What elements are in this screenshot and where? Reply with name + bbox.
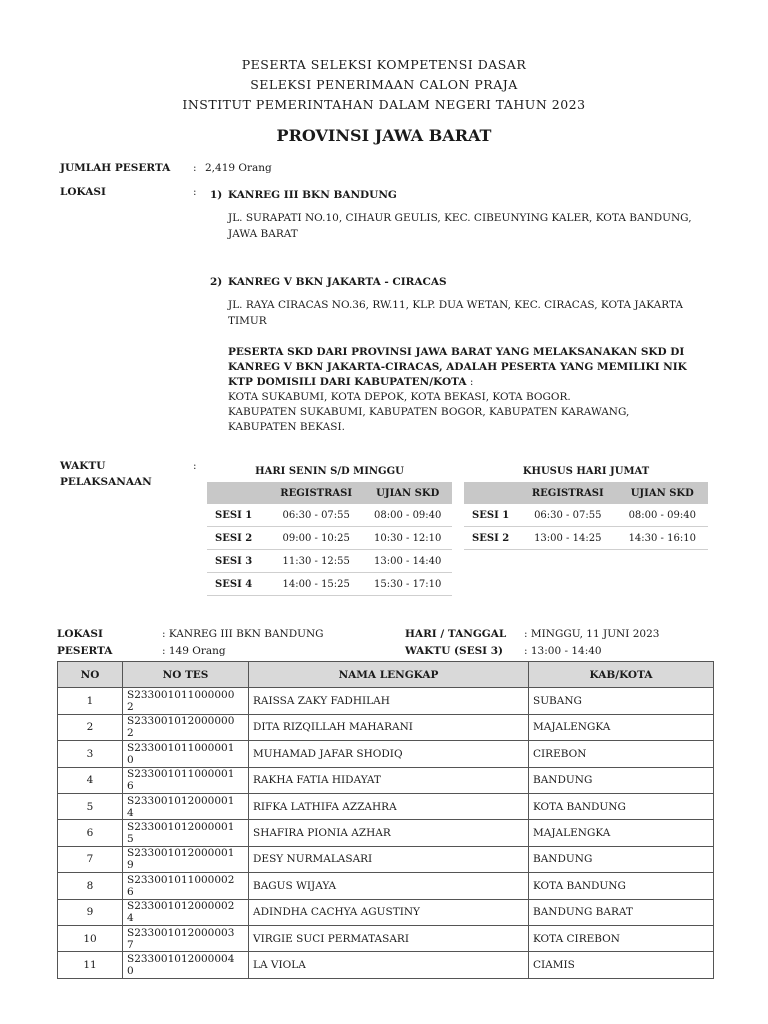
schedule-row	[464, 504, 708, 527]
row-no-tes: S233001011000000 2	[123, 688, 249, 714]
row-no-tes: S233001012000002 4	[123, 899, 249, 925]
schedule-ujian: 14:30 - 16:10	[617, 527, 709, 550]
jumlah-peserta-colon: :	[193, 162, 197, 174]
schedule-registrasi: 11:30 - 12:55	[269, 550, 363, 573]
lokasi-label: LOKASI	[60, 186, 106, 198]
schedule-ujian: 10:30 - 12:10	[363, 527, 452, 550]
row-kabkota: MAJALENGKA	[529, 820, 714, 846]
table-row	[58, 741, 714, 767]
schedule-row	[207, 573, 452, 596]
table-row	[58, 820, 714, 846]
col-header-no: NO	[58, 662, 123, 688]
session-waktu-label: WAKTU (SESI 3)	[405, 645, 503, 657]
row-no: 4	[58, 767, 123, 793]
waktu-colon: :	[193, 460, 197, 472]
schedule-header-ujian: UJIAN SKD	[617, 482, 709, 504]
schedule-header-sesi	[207, 482, 269, 504]
table-row	[58, 925, 714, 951]
location-2-address: JL. RAYA CIRACAS NO.36, RW.11, KLP. DUA WETAN, KEC. CIRACAS, KOTA JAKARTA TIMUR	[228, 299, 683, 327]
row-nama: DITA RIZQILLAH MAHARANI	[249, 714, 529, 740]
jakarta-note-line-2: KABUPATEN SUKABUMI, KABUPATEN BOGOR, KABUPATEN KARAWANG, KABUPATEN BEKASI.	[228, 406, 630, 433]
location-1-address: JL. SURAPATI NO.10, CIHAUR GEULIS, KEC. CIBEUNYING KALER, KOTA BANDUNG, JAWA BARAT	[228, 212, 692, 240]
row-no-tes: S233001012000001 4	[123, 793, 249, 819]
table-row	[58, 688, 714, 714]
table-row	[58, 873, 714, 899]
location-2-number: 2)	[210, 276, 223, 288]
header-line-1: PESERTA SELEKSI KOMPETENSI DASAR	[241, 57, 527, 72]
schedule-header-registrasi: REGISTRASI	[269, 482, 363, 504]
jakarta-note	[228, 345, 688, 435]
row-kabkota: CIREBON	[529, 741, 714, 767]
session-waktu-value: : 13:00 - 14:40	[524, 645, 602, 657]
table-row	[58, 793, 714, 819]
schedule-registrasi: 06:30 - 07:55	[269, 504, 363, 527]
row-no-tes: S233001011000002 6	[123, 873, 249, 899]
schedule-header-ujian: UJIAN SKD	[363, 482, 452, 504]
schedule-header-registrasi: REGISTRASI	[519, 482, 617, 504]
session-peserta-label: PESERTA	[57, 645, 113, 657]
schedule-caption-friday: KHUSUS HARI JUMAT	[522, 465, 650, 477]
schedule-sesi: SESI 1	[464, 504, 519, 527]
row-nama: RIFKA LATHIFA AZZAHRA	[249, 793, 529, 819]
schedule-sesi: SESI 3	[207, 550, 269, 573]
session-lokasi-value: : KANREG III BKN BANDUNG	[162, 628, 324, 640]
row-no: 8	[58, 873, 123, 899]
row-no-tes: S233001011000001 0	[123, 741, 249, 767]
row-kabkota: KOTA BANDUNG	[529, 873, 714, 899]
row-kabkota: CIAMIS	[529, 952, 714, 978]
session-peserta-value: : 149 Orang	[162, 645, 226, 657]
schedule-registrasi: 13:00 - 14:25	[519, 527, 617, 550]
row-no-tes: S233001011000001 6	[123, 767, 249, 793]
row-no: 6	[58, 820, 123, 846]
col-header-kabkota: KAB/KOTA	[529, 662, 714, 688]
schedule-row	[207, 550, 452, 573]
location-1-number: 1)	[210, 189, 223, 201]
row-kabkota: KOTA CIREBON	[529, 925, 714, 951]
jumlah-peserta-value: 2,419 Orang	[205, 162, 272, 174]
row-nama: RAKHA FATIA HIDAYAT	[249, 767, 529, 793]
col-header-no-tes: NO TES	[123, 662, 249, 688]
jakarta-note-bold: PESERTA SKD DARI PROVINSI JAWA BARAT YANG MELAKSANAKAN SKD DI KANREG V BKN JAKARTA-CIRACAS, ADALAH PESERTA YANG MEMILIKI NIK KTP DOMISILI DARI KABUPATEN/KOTA	[228, 346, 687, 388]
row-no: 5	[58, 793, 123, 819]
session-lokasi-label: LOKASI	[57, 628, 103, 640]
row-nama: SHAFIRA PIONIA AZHAR	[249, 820, 529, 846]
row-nama: RAISSA ZAKY FADHILAH	[249, 688, 529, 714]
row-no-tes: S233001012000000 2	[123, 714, 249, 740]
session-hari-value: : MINGGU, 11 JUNI 2023	[524, 628, 660, 640]
schedule-registrasi: 14:00 - 15:25	[269, 573, 363, 596]
schedule-sesi: SESI 2	[464, 527, 519, 550]
province-title: PROVINSI JAWA BARAT	[276, 126, 492, 145]
jakarta-note-colon: :	[466, 376, 474, 388]
schedule-row	[207, 527, 452, 550]
jumlah-peserta-label: JUMLAH PESERTA	[60, 162, 171, 174]
row-kabkota: MAJALENGKA	[529, 714, 714, 740]
row-no-tes: S233001012000004 0	[123, 952, 249, 978]
schedule-ujian: 15:30 - 17:10	[363, 573, 452, 596]
location-2-name: KANREG V BKN JAKARTA - CIRACAS	[228, 276, 447, 288]
col-header-nama: NAMA LENGKAP	[249, 662, 529, 688]
row-nama: LA VIOLA	[249, 952, 529, 978]
jakarta-note-line-1: KOTA SUKABUMI, KOTA DEPOK, KOTA BEKASI, KOTA BOGOR.	[228, 391, 571, 403]
row-no-tes: S233001012000001 9	[123, 846, 249, 872]
row-no: 7	[58, 846, 123, 872]
schedule-ujian: 13:00 - 14:40	[363, 550, 452, 573]
schedule-header-sesi	[464, 482, 519, 504]
row-kabkota: BANDUNG	[529, 767, 714, 793]
schedule-caption-weekdays: HARI SENIN S/D MINGGU	[255, 465, 404, 477]
schedule-row	[464, 527, 708, 550]
row-nama: BAGUS WIJAYA	[249, 873, 529, 899]
schedule-sesi: SESI 2	[207, 527, 269, 550]
header-line-2: SELEKSI PENERIMAAN CALON PRAJA	[250, 77, 518, 92]
header-line-3: INSTITUT PEMERINTAHAN DALAM NEGERI TAHUN 2023	[182, 97, 586, 112]
table-row	[58, 952, 714, 978]
row-kabkota: KOTA BANDUNG	[529, 793, 714, 819]
row-kabkota: BANDUNG BARAT	[529, 899, 714, 925]
table-row	[58, 767, 714, 793]
location-1-name: KANREG III BKN BANDUNG	[228, 189, 397, 201]
schedule-sesi: SESI 1	[207, 504, 269, 527]
schedule-row	[207, 504, 452, 527]
table-row	[58, 899, 714, 925]
schedule-table-friday	[464, 460, 708, 550]
schedule-table-weekdays	[207, 460, 452, 596]
row-kabkota: BANDUNG	[529, 846, 714, 872]
schedule-sesi: SESI 4	[207, 573, 269, 596]
row-nama: ADINDHA CACHYA AGUSTINY	[249, 899, 529, 925]
schedule-registrasi: 06:30 - 07:55	[519, 504, 617, 527]
row-no: 11	[58, 952, 123, 978]
row-no: 2	[58, 714, 123, 740]
participants-table	[57, 661, 714, 979]
table-row	[58, 714, 714, 740]
schedule-ujian: 08:00 - 09:40	[363, 504, 452, 527]
row-no-tes: S233001012000003 7	[123, 925, 249, 951]
row-no: 3	[58, 741, 123, 767]
schedule-registrasi: 09:00 - 10:25	[269, 527, 363, 550]
row-no-tes: S233001012000001 5	[123, 820, 249, 846]
row-nama: MUHAMAD JAFAR SHODIQ	[249, 741, 529, 767]
row-nama: DESY NURMALASARI	[249, 846, 529, 872]
row-no: 10	[58, 925, 123, 951]
schedule-ujian: 08:00 - 09:40	[617, 504, 709, 527]
row-no: 9	[58, 899, 123, 925]
row-kabkota: SUBANG	[529, 688, 714, 714]
row-nama: VIRGIE SUCI PERMATASARI	[249, 925, 529, 951]
session-hari-label: HARI / TANGGAL	[405, 628, 507, 640]
lokasi-colon: :	[193, 186, 197, 198]
table-row	[58, 846, 714, 872]
row-no: 1	[58, 688, 123, 714]
waktu-label-line-1: WAKTU	[60, 460, 106, 472]
waktu-label-line-2: PELAKSANAAN	[60, 476, 152, 488]
